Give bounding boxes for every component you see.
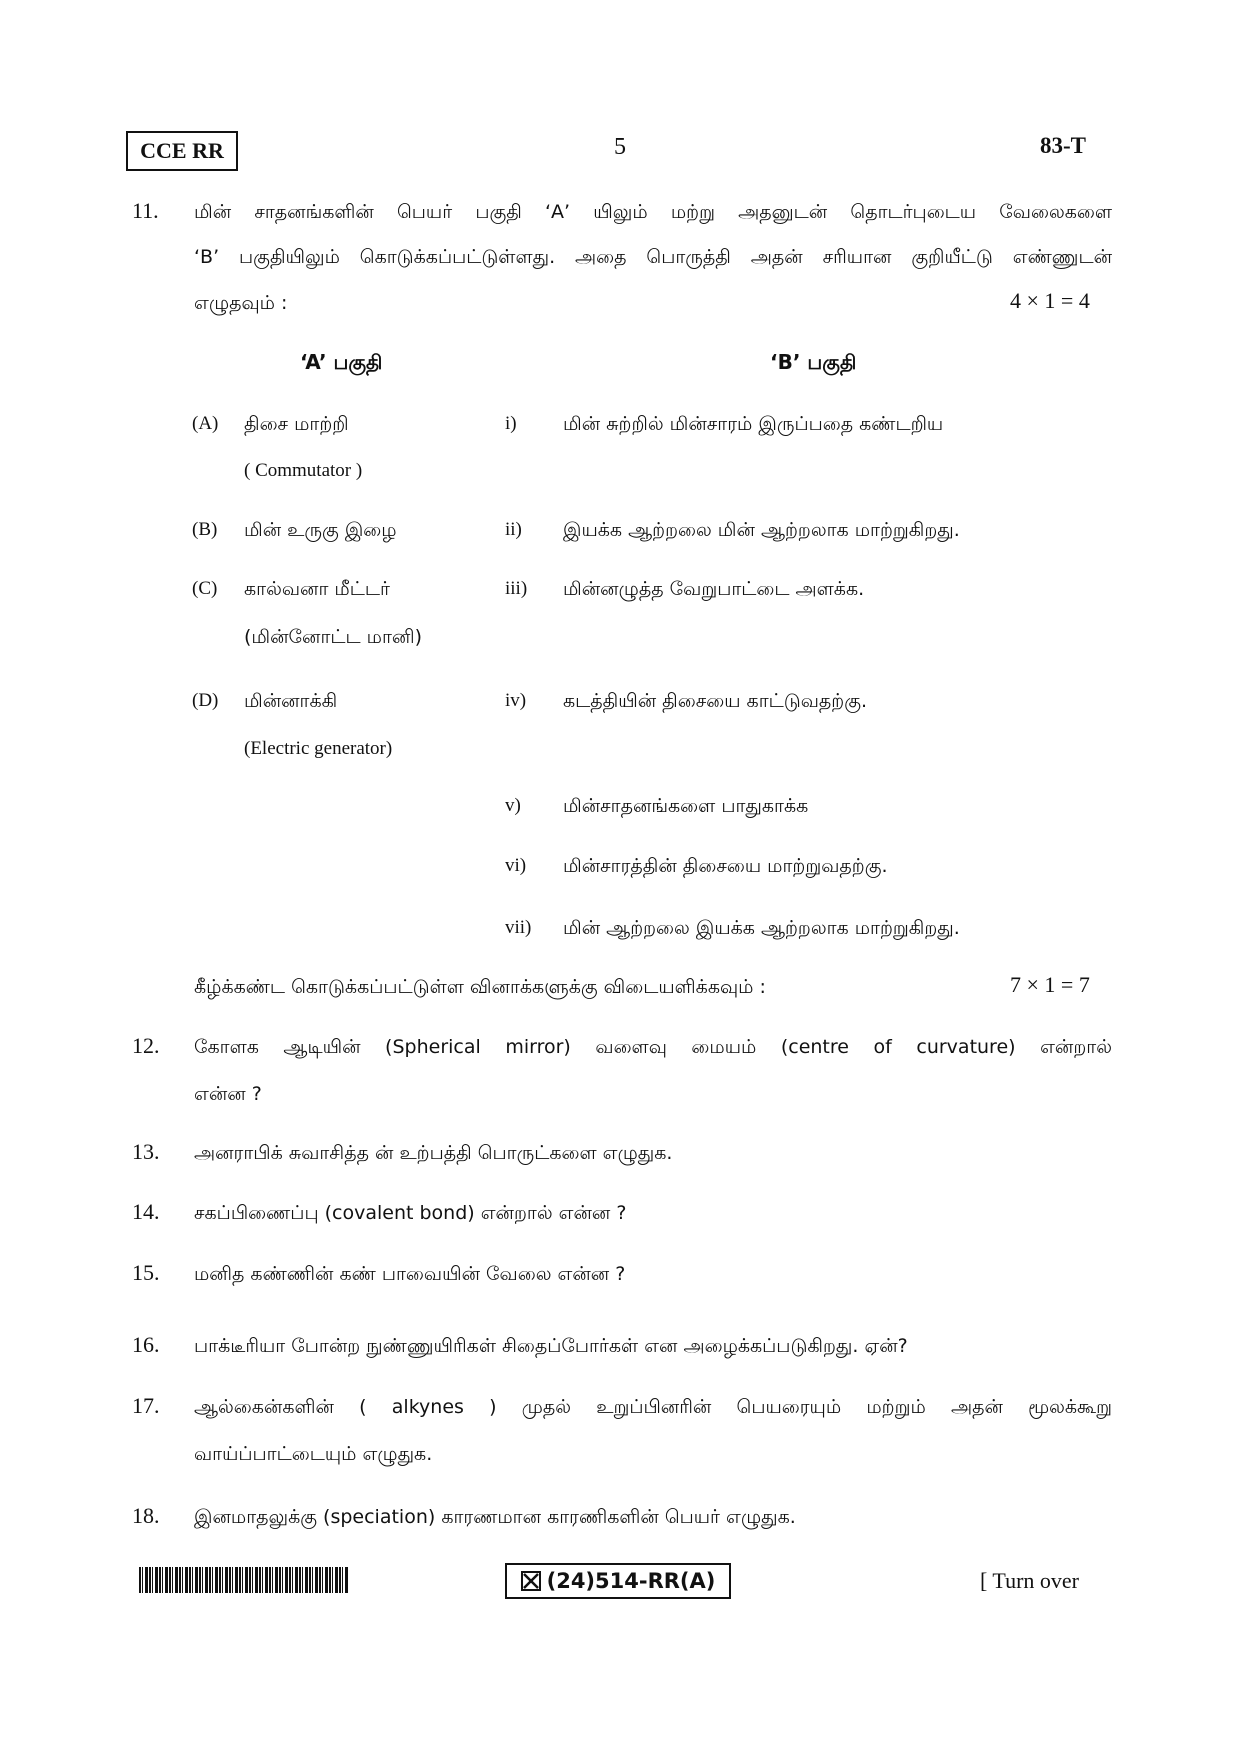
- question-number: 17.: [132, 1393, 160, 1418]
- section-instruction: கீழ்க்கண்ட கொடுக்கப்பட்டுள்ள வினாக்களுக்கு விடையளிக்கவும் :: [194, 976, 766, 998]
- a-item-text: கால்வனா மீட்டர்: [244, 578, 390, 600]
- question-text: அனராபிக் சுவாசித்த ன் உற்பத்தி பொருட்களை எழுதுக.: [194, 1142, 673, 1164]
- question-text: ஆல்கைன்களின் ( alkynes ) முதல் உறுப்பினரின் பெயரையும் மற்றும் அதன் மூலக்கூறு: [194, 1396, 1112, 1418]
- question-number: 16.: [132, 1332, 160, 1357]
- question-text: இனமாதலுக்கு (speciation) காரணமான காரணிகளின் பெயர் எழுதுக.: [194, 1506, 796, 1528]
- question-11-line-1: மின் சாதனங்களின் பெயர் பகுதி ‘A’ யிலும் மற்று அதனுடன் தொடர்புடைய வேலைகளை: [194, 201, 1112, 223]
- column-b-heading: ‘B’ பகுதி: [770, 350, 857, 374]
- b-item-label: i): [505, 413, 517, 434]
- b-item-label: iv): [505, 690, 527, 711]
- column-a-heading: ‘A’ பகுதி: [300, 350, 383, 374]
- barcode: [139, 1567, 349, 1593]
- b-item-text: மின்சாரத்தின் திசையை மாற்றுவதற்கு.: [563, 855, 888, 877]
- question-11-marks: 4 × 1 = 4: [1010, 288, 1090, 313]
- a-item-text: திசை மாற்றி: [244, 413, 349, 435]
- a-item-text: மின் உருகு இழை: [244, 519, 397, 541]
- question-text: கோளக ஆடியின் (Spherical mirror) வளைவு மையம் (centre of curvature) என்றால்: [194, 1036, 1112, 1058]
- b-item-text: கடத்தியின் திசையை காட்டுவதற்கு.: [563, 690, 868, 712]
- question-text: மனித கண்ணின் கண் பாவையின் வேலை என்ன ?: [194, 1263, 626, 1285]
- section-marks: 7 × 1 = 7: [1010, 972, 1090, 997]
- b-item-text: மின் ஆற்றலை இயக்க ஆற்றலாக மாற்றுகிறது.: [563, 917, 960, 939]
- b-item-label: iii): [505, 578, 528, 599]
- question-number: 18.: [132, 1503, 160, 1528]
- page-number: 5: [614, 134, 626, 160]
- question-number-11: 11.: [132, 198, 159, 223]
- a-item-label: (C): [192, 578, 218, 599]
- a-item-sub: ( Commutator ): [244, 460, 363, 481]
- question-text: சகப்பிணைப்பு (covalent bond) என்றால் என்ன ?: [194, 1202, 627, 1224]
- b-item-text: மின்சாதனங்களை பாதுகாக்க: [563, 795, 809, 817]
- b-item-label: ii): [505, 519, 522, 540]
- a-item-label: (A): [192, 413, 219, 434]
- question-number: 12.: [132, 1033, 160, 1058]
- question-text: பாக்டீரியா போன்ற நுண்ணுயிரிகள் சிதைப்போர்கள் என அழைக்கப்படுகிறது. ஏன்?: [194, 1335, 908, 1357]
- b-item-text: மின் சுற்றில் மின்சாரம் இருப்பதை கண்டறிய: [563, 413, 944, 435]
- footer-code: (24)514-RR(A): [546, 1569, 716, 1593]
- b-item-text: இயக்க ஆற்றலை மின் ஆற்றலாக மாற்றுகிறது.: [563, 519, 960, 541]
- turn-over-text: [ Turn over: [980, 1568, 1080, 1593]
- question-number: 13.: [132, 1139, 160, 1164]
- footer-code-box: [505, 1563, 731, 1599]
- question-11-line-3: எழுதவும் :: [194, 292, 288, 314]
- qr-code-icon: [521, 1571, 541, 1591]
- question-number: 14.: [132, 1199, 160, 1224]
- b-item-label: vii): [505, 917, 532, 938]
- b-item-label: v): [505, 795, 521, 816]
- subject-code: 83-T: [1040, 133, 1086, 158]
- a-item-sub: (மின்னோட்ட மானி): [244, 626, 423, 648]
- b-item-label: vi): [505, 855, 527, 876]
- question-11-line-2: ‘B’ பகுதியிலும் கொடுக்கப்பட்டுள்ளது. அதை பொருத்தி அதன் சரியான குறியீட்டு எண்ணுடன்: [194, 246, 1112, 268]
- a-item-label: (B): [192, 519, 218, 540]
- question-text-cont: என்ன ?: [194, 1083, 262, 1105]
- a-item-text: மின்னாக்கி: [244, 690, 338, 712]
- question-number: 15.: [132, 1260, 160, 1285]
- question-text-cont: வாய்ப்பாட்டையும் எழுதுக.: [194, 1443, 433, 1465]
- a-item-sub: (Electric generator): [244, 738, 393, 759]
- paper-code-box: CCE RR: [126, 131, 238, 171]
- a-item-label: (D): [192, 690, 219, 711]
- b-item-text: மின்னழுத்த வேறுபாட்டை அளக்க.: [563, 578, 865, 600]
